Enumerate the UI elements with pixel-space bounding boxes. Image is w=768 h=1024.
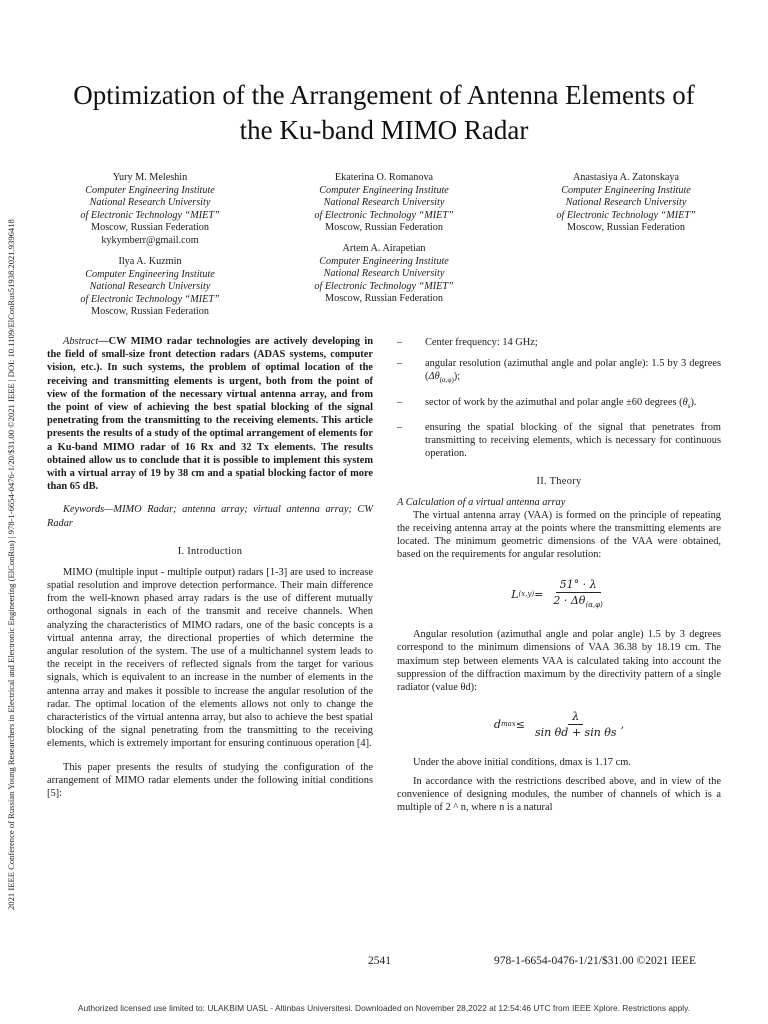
author-email: kykymberr@gmail.com (101, 234, 199, 246)
keywords: Keywords—MIMO Radar; antenna array; virtual antenna array; CW Radar (47, 504, 373, 529)
section-heading: I. Introduction (177, 545, 243, 557)
list-item: – ensuring the spatial blocking of the signal that penetrates from transmitting to receiving elements, which is necessary for continuous operation. (397, 421, 721, 460)
intro-paragraph: This paper presents the results of studying the configuration of the arrangement of MIMO radar elements under the following initial conditions [5]: (47, 761, 373, 800)
abstract-dash: — (98, 336, 109, 347)
conditions-list (397, 336, 721, 461)
list-item: – Center frequency: 14 GHz; (397, 337, 538, 348)
author-affiliation: Computer Engineering Institute (319, 255, 449, 267)
author-block (284, 172, 484, 235)
author-location: Moscow, Russian Federation (325, 222, 443, 234)
theory-paragraph: In accordance with the restrictions described above, and in view of the convenience of designing modules, the number of channels of which is a multiple of 2 ^ n, where n is a natural (397, 775, 721, 814)
subsection-heading: A Calculation of a virtual antenna array (397, 496, 566, 508)
list-item: – sector of work by the azimuthal and polar angle ±60 degrees $(\theta_s)$. (397, 396, 697, 410)
author-block (50, 256, 250, 319)
intro-paragraph: MIMO (multiple input - multiple output) radars [1-3] are used to increase spatial resolution and improve detection performance. Their main difference from the well-known phased array radars is the use of different mutually orthogonal signals in each of the transmit and receive channels. When analyzing the characteristics of MIMO radars, one of the basic concepts is a virtual antenna array, the directional properties of which determine the angular resolution of the system. The use of a multichannel system leads to the receipt in the receivers of reflected signals from the target for various signals, which is equivalent to an increase in the number of elements in the antenna array and makes it possible to increase the angular resolution of the radar. The optimal location of the elements allows not only to change the characteristics of the virtual antenna array, but also to achieve the best spatial blocking of the signal penetrating from the transmitting to the receiving elements, which is extremely important for ensuring continuous operation [4]. (47, 566, 373, 750)
author-name: Anastasiya A. Zatonskaya (572, 172, 680, 183)
author-affiliation: of Electronic Technology “MIET” (556, 209, 696, 221)
abstract-text: CW MIMO radar technologies are actively developing in the field of small-size front detection radars (ADAS systems, computer vision, etc.). In such systems, the problem of optimal location of the receiving and transmitting elements is urgent, both from the point of view of the formation of the necessary virtual antenna array, and from the point of view of achieving the best spatial blocking of the signal penetrating from the transmitting to the receiving elements. This article presents the results of a study of the optimal arrangement of elements for a Ku-band MIMO radar of 16 Rx and 32 Tx elements. The results obtained allow us to conclude that it is possible to implement this system with a virtual array of 19 by 38 cm and a spatial blocking factor of more than 65 dB. (47, 336, 373, 493)
page-number: 2541 (368, 955, 391, 967)
author-affiliation: Computer Engineering Institute (319, 184, 449, 196)
author-name: Artem A. Airapetian (342, 243, 426, 254)
author-affiliation: National Research University (565, 197, 687, 209)
right-column (397, 336, 721, 814)
list-item: – angular resolution (azimuthal angle and polar angle): 1.5 by 3 degrees $(\Delta\theta_{(\alpha,\varphi)})$; (397, 358, 721, 385)
author-location: Moscow, Russian Federation (325, 293, 443, 305)
author-affiliation: of Electronic Technology “MIET” (80, 293, 220, 305)
copyright-line: 978-1-6654-0476-1/21/$31.00 ©2021 IEEE (494, 955, 696, 967)
side-note (4, 120, 18, 910)
author-affiliation: of Electronic Technology “MIET” (314, 280, 454, 292)
author-affiliation: of Electronic Technology “MIET” (314, 209, 454, 221)
author-location: Moscow, Russian Federation (91, 306, 209, 318)
theory-paragraph: The virtual antenna array (VAA) is formed on the principle of repeating the receiving antenna array at the points where the transmitting elements are located. The minimum geometric dimensions of the VAA were obtained, based on the requirements for angular resolution: (397, 509, 721, 561)
author-affiliation: National Research University (89, 281, 211, 293)
author-affiliation: Computer Engineering Institute (85, 268, 215, 280)
author-affiliation: National Research University (323, 197, 445, 209)
author-affiliation: Computer Engineering Institute (561, 184, 691, 196)
author-name: Ilya A. Kuzmin (118, 256, 182, 267)
author-affiliation: National Research University (323, 268, 445, 280)
section-heading: II. Theory (536, 475, 582, 487)
author-block (50, 172, 250, 248)
author-affiliation: of Electronic Technology “MIET” (80, 209, 220, 221)
abstract (47, 335, 373, 493)
theory-paragraph: Under the above initial conditions, dmax is 1.17 cm. (413, 756, 631, 768)
author-name: Yury M. Meleshin (112, 172, 188, 183)
theory-paragraph: Angular resolution (azimuthal angle and polar angle) 1.5 by 3 degrees correspond to the minimum dimensions of VAA 36.38 by 18.19 cm. The maximum step between elements VAA is calculated taking into account the suppression of the diffraction maximum by the directivity pattern of a single radiator (value θd): (397, 629, 721, 693)
author-block (526, 172, 726, 235)
left-column (47, 335, 373, 800)
author-affiliation: Computer Engineering Institute (85, 184, 215, 196)
formula-max-step: d max ≤ $\frac{\lambda}{\text{sin θd + sin θs}}$ , (493, 710, 625, 740)
formula-array-size: L (x,y) = $\frac{51^\circ \cdot \lambda}{2 \cdot \Delta\theta_{(\alpha,\varphi)}}$ (511, 577, 603, 609)
side-note-text: 2021 IEEE Conference of Russian Young Researchers in Electrical and Electronic Engineering (ElConRus) | 978-1-6654-0476-1/20/$31.00 ©2021 IEEE | DOI: 10.1109/ElConRus51938.2021.9396418 (6, 219, 16, 910)
paper-title: Optimization of the Arrangement of Antenna Elements of the Ku-band MIMO Radar (73, 80, 695, 145)
author-location: Moscow, Russian Federation (91, 222, 209, 234)
author-block (284, 243, 484, 306)
abstract-label: Abstract (63, 336, 99, 347)
author-location: Moscow, Russian Federation (567, 222, 685, 234)
author-affiliation: National Research University (89, 197, 211, 209)
license-notice: Authorized licensed use limited to: ULAKBIM UASL - Altinbas Universitesi. Downloaded on November 28,2022 at 12:54:46 UTC from IEEE Xplore. Restrictions apply. (77, 1003, 691, 1013)
author-name: Ekaterina O. Romanova (334, 172, 434, 183)
